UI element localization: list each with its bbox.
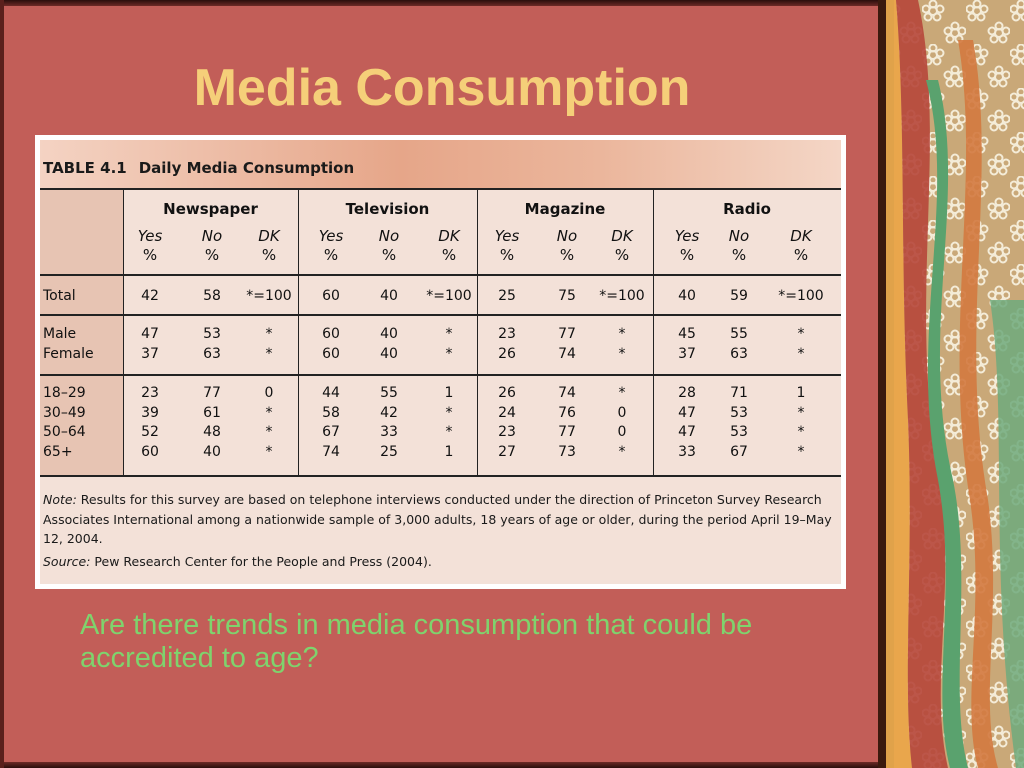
table-cell: 23	[141, 385, 159, 401]
column-subheader	[657, 227, 717, 265]
table-cell: *	[445, 404, 453, 421]
table-cell: 27	[498, 443, 516, 460]
table-caption-number: TABLE 4.1	[43, 159, 127, 177]
column-subheader	[477, 227, 537, 265]
table-cell: *=100	[426, 288, 472, 304]
table-cell: *	[797, 404, 805, 421]
table-cell: 53	[730, 424, 748, 440]
table-cell: 0	[264, 385, 274, 401]
table-rule	[40, 314, 841, 316]
column-subheader	[120, 227, 180, 265]
table-cell: *	[797, 326, 805, 342]
media-table	[40, 140, 841, 584]
subheader-label: No	[201, 227, 223, 245]
table-cell: 37	[678, 345, 696, 362]
table-cell: *	[445, 345, 453, 362]
table-cell: 53	[203, 326, 221, 342]
row-label: 50–64	[43, 424, 86, 440]
table-cell: 28	[678, 385, 696, 401]
table-rule	[40, 475, 841, 477]
table-cell: 26	[498, 385, 516, 401]
table-cell: 75	[558, 288, 576, 304]
subheader-unit: %	[142, 246, 158, 264]
table-source	[43, 554, 432, 569]
note-label: Note:	[43, 492, 77, 507]
subheader-label: No	[378, 227, 400, 245]
table-cell: 42	[141, 288, 159, 304]
table-cell: 71	[730, 385, 748, 401]
column-subheader	[419, 227, 479, 265]
table-cell: 45	[678, 326, 696, 342]
table-cell: 67	[322, 424, 340, 440]
table-cell: *	[797, 443, 805, 460]
table-cell: *	[618, 443, 626, 460]
table-cell: *	[618, 326, 626, 342]
subheader-label: No	[556, 227, 578, 245]
table-cell: *	[265, 326, 273, 342]
table-cell: 44	[322, 385, 340, 401]
row-label: 30–49	[43, 404, 86, 421]
table-rule	[40, 188, 841, 190]
table-cell: 42	[380, 404, 398, 421]
table-cell: 40	[380, 288, 398, 304]
table-cell: 1	[796, 385, 806, 401]
table-cell: 59	[730, 288, 748, 304]
table-cell: 63	[730, 345, 748, 362]
table-cell: 61	[203, 404, 221, 421]
table-cell: *=100	[778, 288, 824, 304]
table-cell: 40	[203, 443, 221, 460]
table-cell: *	[265, 345, 273, 362]
table-cell: 67	[730, 443, 748, 460]
table-cell: *	[265, 443, 273, 460]
table-cell: 60	[322, 288, 340, 304]
table-cell: 47	[141, 326, 159, 342]
note-text: Results for this survey are based on telephone interviews conducted under the direction of Princeton Survey Research Associates International among a nationwide sample of 3,000 adults, 18 years of age or older, during the period April 19–May 12, 2004.	[43, 492, 832, 546]
table-cell: 33	[380, 424, 398, 440]
table-cell: 25	[380, 443, 398, 460]
column-subheader	[301, 227, 361, 265]
column-subheader	[592, 227, 652, 265]
table-cell: 37	[141, 345, 159, 362]
table-cell: *	[797, 345, 805, 362]
table-cell: 77	[558, 326, 576, 342]
table-cell: 39	[141, 404, 159, 421]
table-cell: 60	[322, 345, 340, 362]
subheader-label: Yes	[318, 227, 344, 245]
row-label: Male	[43, 326, 77, 342]
table-caption	[43, 159, 354, 177]
subheader-unit: %	[499, 246, 515, 264]
slide-top-border	[0, 0, 880, 6]
table-cell: 40	[380, 326, 398, 342]
table-cell: 63	[203, 345, 221, 362]
table-cell: 55	[730, 326, 748, 342]
table-cell: 48	[203, 424, 221, 440]
table-cell: *	[265, 424, 273, 440]
table-cell: 58	[203, 288, 221, 304]
table-cell: 76	[558, 404, 576, 421]
group-header: Magazine	[524, 200, 606, 218]
column-subheader	[709, 227, 769, 265]
column-subheader	[771, 227, 831, 265]
table-cell: 73	[558, 443, 576, 460]
floral-pattern-border-icon	[878, 0, 1024, 768]
table-cell: 33	[678, 443, 696, 460]
table-cell: 1	[444, 443, 454, 460]
subheader-label: Yes	[137, 227, 163, 245]
subheader-unit: %	[679, 246, 695, 264]
table-cell: 53	[730, 404, 748, 421]
slide-title: Media Consumption	[193, 59, 691, 117]
subheader-unit: %	[731, 246, 747, 264]
table-cell: *	[445, 424, 453, 440]
table-cell: *	[618, 345, 626, 362]
table-cell: 77	[558, 424, 576, 440]
table-cell: *	[445, 326, 453, 342]
table-cell: 74	[558, 385, 576, 401]
table-cell: *=100	[599, 288, 645, 304]
source-text: Pew Research Center for the People and Press (2004).	[94, 554, 432, 569]
table-cell: 60	[141, 443, 159, 460]
table-column-rule	[653, 188, 654, 476]
subheader-unit: %	[323, 246, 339, 264]
column-subheader	[182, 227, 242, 265]
table-cell: 74	[558, 345, 576, 362]
row-label: Total	[43, 288, 76, 304]
group-header: Newspaper	[163, 200, 258, 218]
table-cell: 25	[498, 288, 516, 304]
column-subheader	[239, 227, 299, 265]
table-cell: 47	[678, 404, 696, 421]
group-header: Television	[345, 200, 430, 218]
column-subheader	[359, 227, 419, 265]
subheader-unit: %	[614, 246, 630, 264]
subheader-unit: %	[441, 246, 457, 264]
table-cell: 52	[141, 424, 159, 440]
table-cell: 55	[380, 385, 398, 401]
row-label: Female	[43, 345, 94, 362]
subheader-unit: %	[204, 246, 220, 264]
discussion-question: Are there trends in media consumption that could be accredited to age?	[80, 609, 753, 674]
row-label: 18–29	[43, 385, 86, 401]
table-rule	[40, 374, 841, 376]
table-cell: 23	[498, 424, 516, 440]
table-cell: *=100	[246, 288, 292, 304]
table-cell: 58	[322, 404, 340, 421]
table-cell: *	[618, 385, 626, 401]
media-table-figure	[35, 135, 846, 589]
slide-bottom-border	[0, 762, 880, 768]
table-cell: 0	[617, 404, 627, 421]
subheader-unit: %	[261, 246, 277, 264]
table-rule	[40, 274, 841, 276]
subheader-unit: %	[793, 246, 809, 264]
column-subheader	[537, 227, 597, 265]
row-label: 65+	[43, 443, 73, 460]
table-cell: *	[797, 424, 805, 440]
table-cell: *	[265, 404, 273, 421]
subheader-label: No	[728, 227, 750, 245]
table-cell: 60	[322, 326, 340, 342]
group-header: Radio	[723, 200, 771, 218]
table-cell: 74	[322, 443, 340, 460]
table-caption-text: Daily Media Consumption	[138, 159, 355, 177]
subheader-label: DK	[438, 227, 460, 245]
table-cell: 23	[498, 326, 516, 342]
subheader-label: DK	[611, 227, 633, 245]
table-cell: 0	[617, 424, 627, 440]
subheader-label: Yes	[674, 227, 700, 245]
source-label: Source:	[43, 554, 91, 569]
table-note	[43, 490, 833, 549]
subheader-unit: %	[559, 246, 575, 264]
table-cell: 47	[678, 424, 696, 440]
subheader-label: DK	[790, 227, 812, 245]
subheader-unit: %	[381, 246, 397, 264]
subheader-label: DK	[258, 227, 280, 245]
table-cell: 1	[444, 385, 454, 401]
table-cell: 26	[498, 345, 516, 362]
table-cell: 40	[678, 288, 696, 304]
table-cell: 40	[380, 345, 398, 362]
subheader-label: Yes	[494, 227, 520, 245]
table-cell: 77	[203, 385, 221, 401]
table-cell: 24	[498, 404, 516, 421]
